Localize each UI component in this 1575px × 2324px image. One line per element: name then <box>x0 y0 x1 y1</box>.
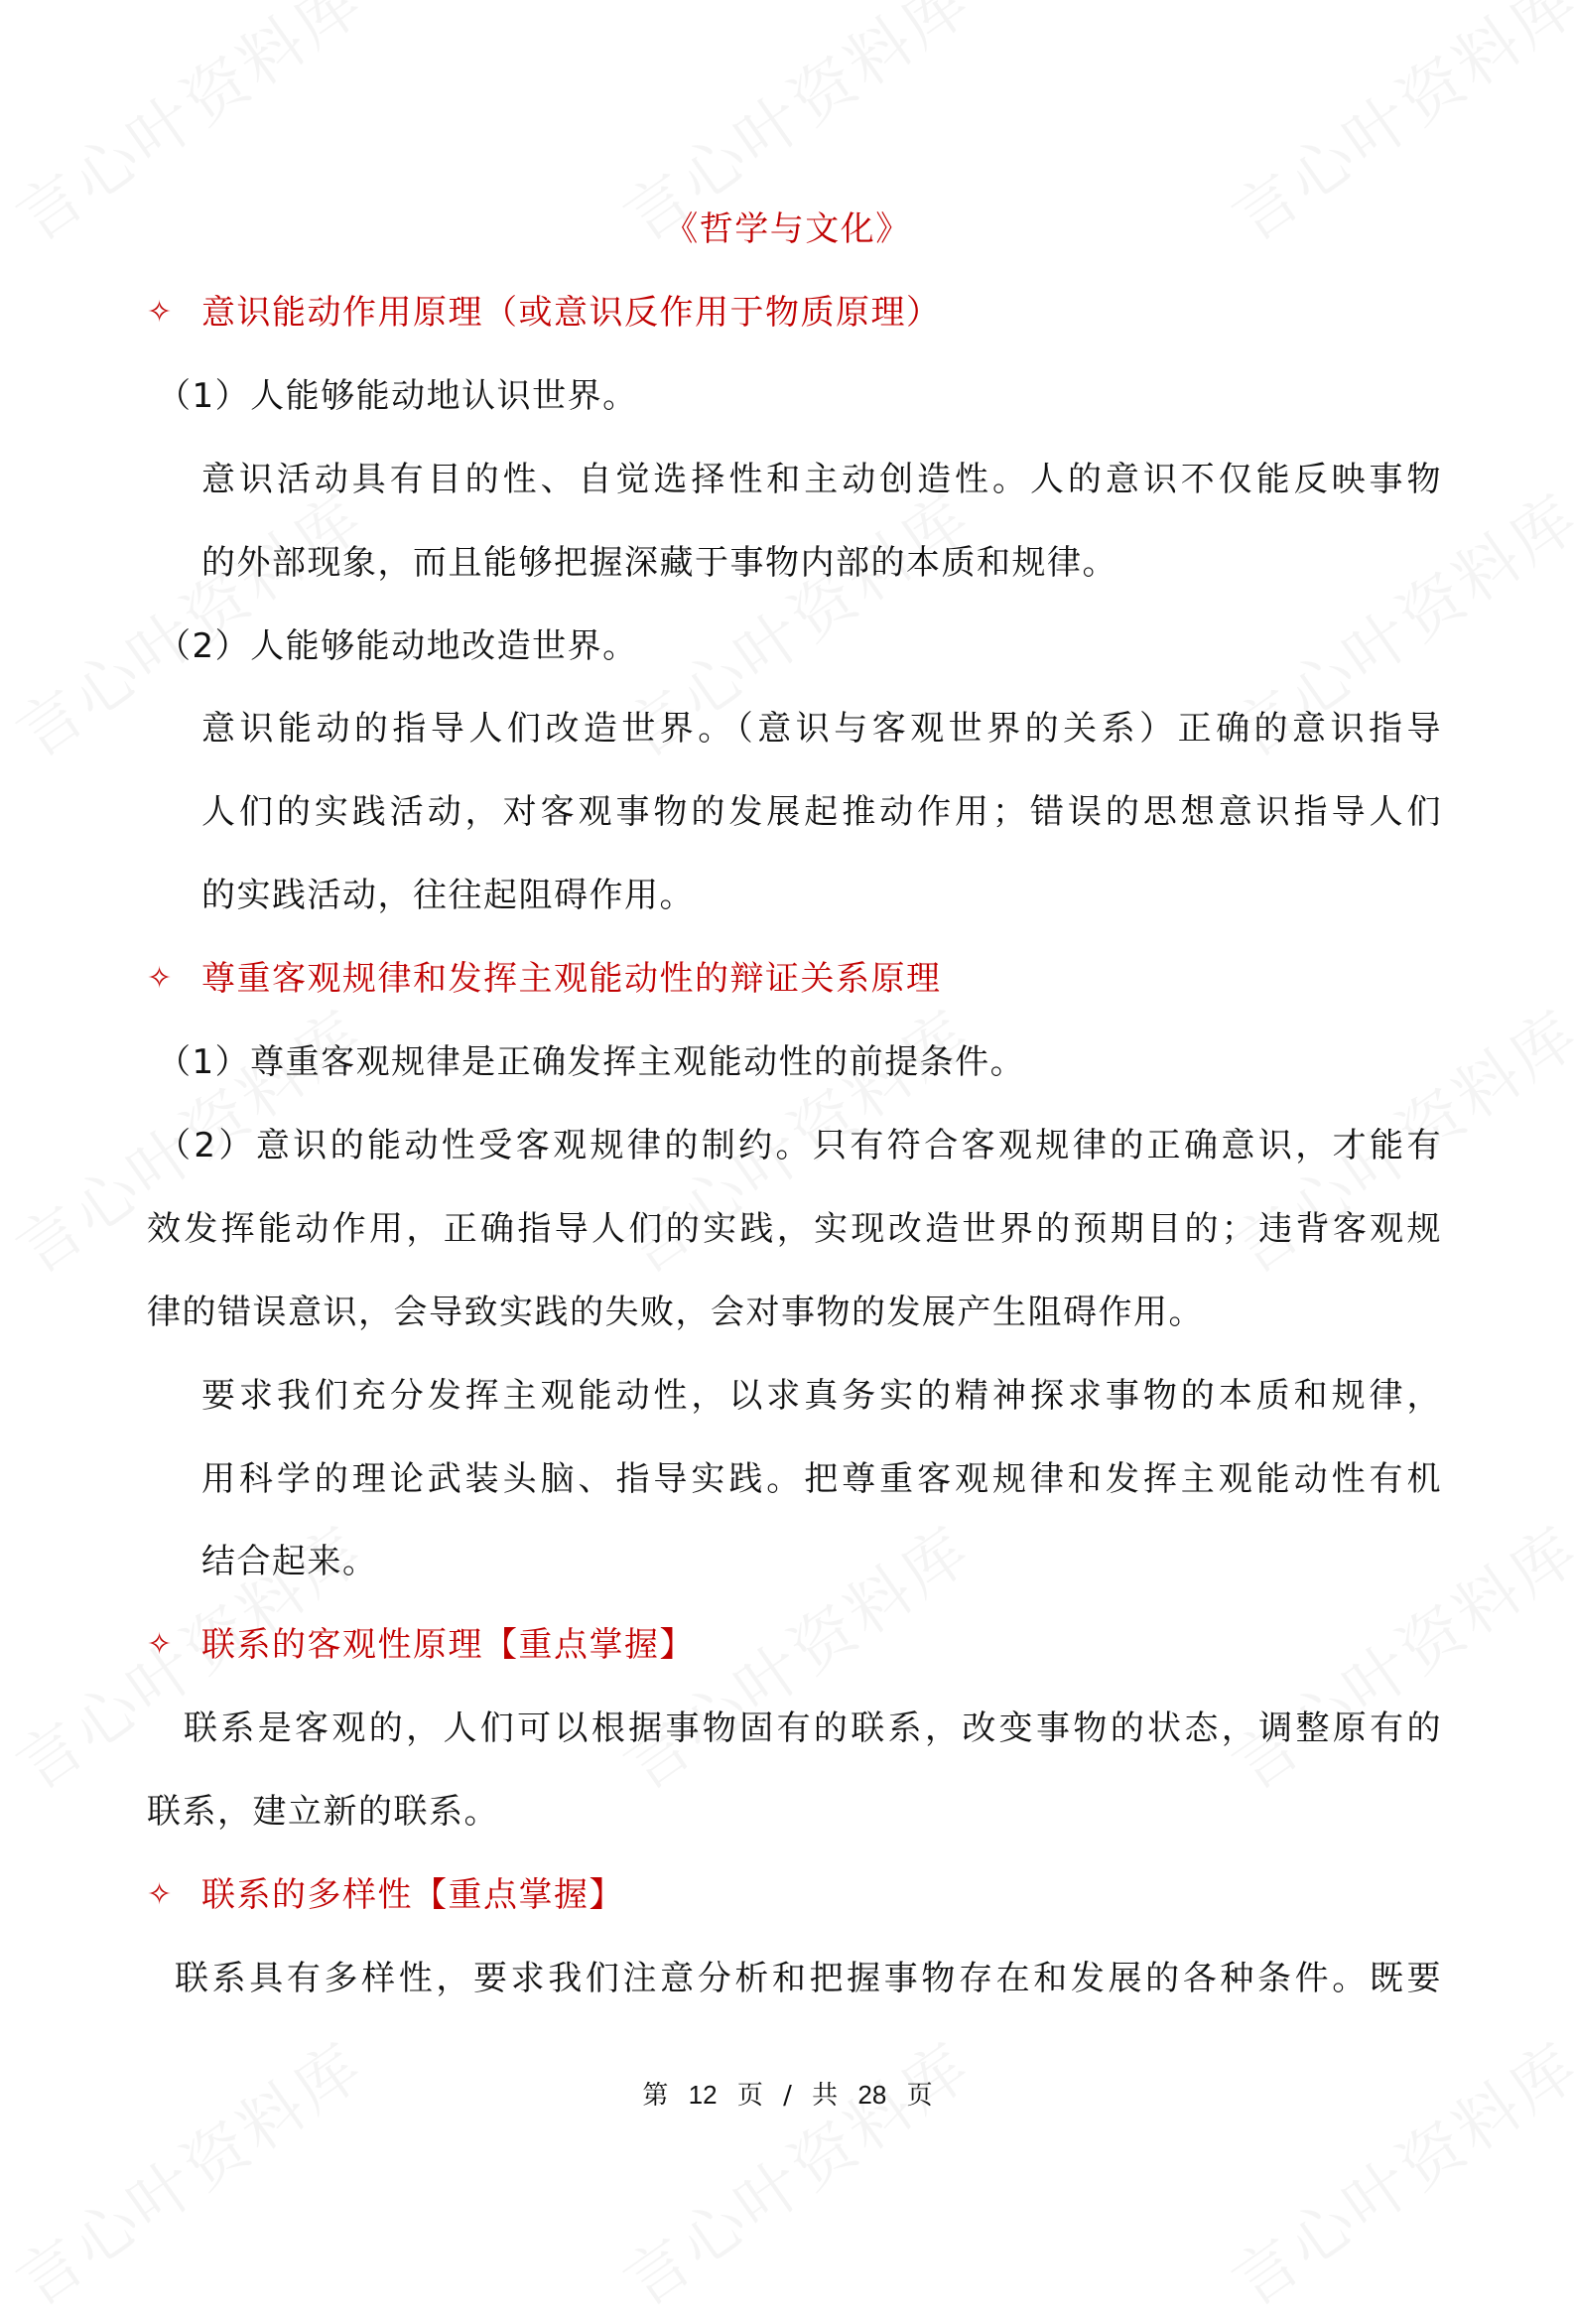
paragraph-line: （2）意识的能动性受客观规律的制约。只有符合客观规律的正确意识，才能有 <box>157 1126 1442 1165</box>
footer-mid: 页 / 共 <box>736 2081 839 2111</box>
paragraph-line: 联系是客观的，人们可以根据事物固有的联系，改变事物的状态，调整原有的 <box>184 1709 1442 1748</box>
paragraph-line: 联系具有多样性，要求我们注意分析和把握事物存在和发展的各种条件。既要 <box>175 1959 1442 1998</box>
watermark-text <box>603 2016 987 2323</box>
page-title: 《哲学与文化》 <box>664 209 911 249</box>
watermark-text <box>1212 1500 1575 1807</box>
paragraph-line: 律的错误意识，会导致实践的失败，会对事物的发展产生阻碍作用。 <box>147 1293 1204 1332</box>
paragraph-line: 效发挥能动作用，正确指导人们的实践，实现改造世界的预期目的；违背客观规 <box>147 1209 1442 1249</box>
watermark-text <box>1212 2016 1575 2323</box>
section-bullet-icon: ✧ <box>147 1877 174 1912</box>
paragraph-line: 要求我们充分发挥主观能动性，以求真务实的精神探求事物的本质和规律， <box>201 1376 1442 1416</box>
section-heading: 尊重客观规律和发挥主观能动性的辩证关系原理 <box>201 959 942 999</box>
paragraph-line: 联系，建立新的联系。 <box>147 1792 499 1832</box>
section-heading: 联系的客观性原理【重点掌握】 <box>201 1625 695 1665</box>
paragraph-line: 的实践活动，往往起阻碍作用。 <box>201 876 695 915</box>
section-bullet-icon: ✧ <box>147 295 174 330</box>
section-heading: 联系的多样性【重点掌握】 <box>201 1875 624 1915</box>
section-bullet-icon: ✧ <box>147 961 174 996</box>
section-bullet-icon: ✧ <box>147 1627 174 1662</box>
total-pages: 28 <box>857 2080 887 2110</box>
page-footer <box>0 2075 1575 2112</box>
paragraph-line: （1）人能够能动地认识世界。 <box>157 376 638 416</box>
footer-prefix: 第 <box>642 2081 669 2111</box>
paragraph-line: 人们的实践活动，对客观事物的发展起推动作用；错误的思想意识指导人们 <box>201 792 1442 832</box>
footer-suffix: 页 <box>906 2081 933 2111</box>
paragraph-line: 的外部现象，而且能够把握深藏于事物内部的本质和规律。 <box>201 543 1117 583</box>
watermark-text <box>0 2016 379 2323</box>
section-heading: 意识能动作用原理（或意识反作用于物质原理） <box>201 293 942 333</box>
paragraph-line: 结合起来。 <box>201 1542 378 1581</box>
paragraph-line: （1）尊重客观规律是正确发挥主观能动性的前提条件。 <box>157 1042 1026 1082</box>
paragraph-line: 用科学的理论武装头脑、指导实践。把尊重客观规律和发挥主观能动性有机 <box>201 1459 1442 1499</box>
paragraph-line: 意识能动的指导人们改造世界。（意识与客观世界的关系）正确的意识指导 <box>201 709 1442 749</box>
paragraph-line: 意识活动具有目的性、自觉选择性和主动创造性。人的意识不仅能反映事物 <box>201 460 1442 499</box>
current-page-number: 12 <box>688 2080 718 2110</box>
paragraph-line: （2）人能够能动地改造世界。 <box>157 626 638 666</box>
